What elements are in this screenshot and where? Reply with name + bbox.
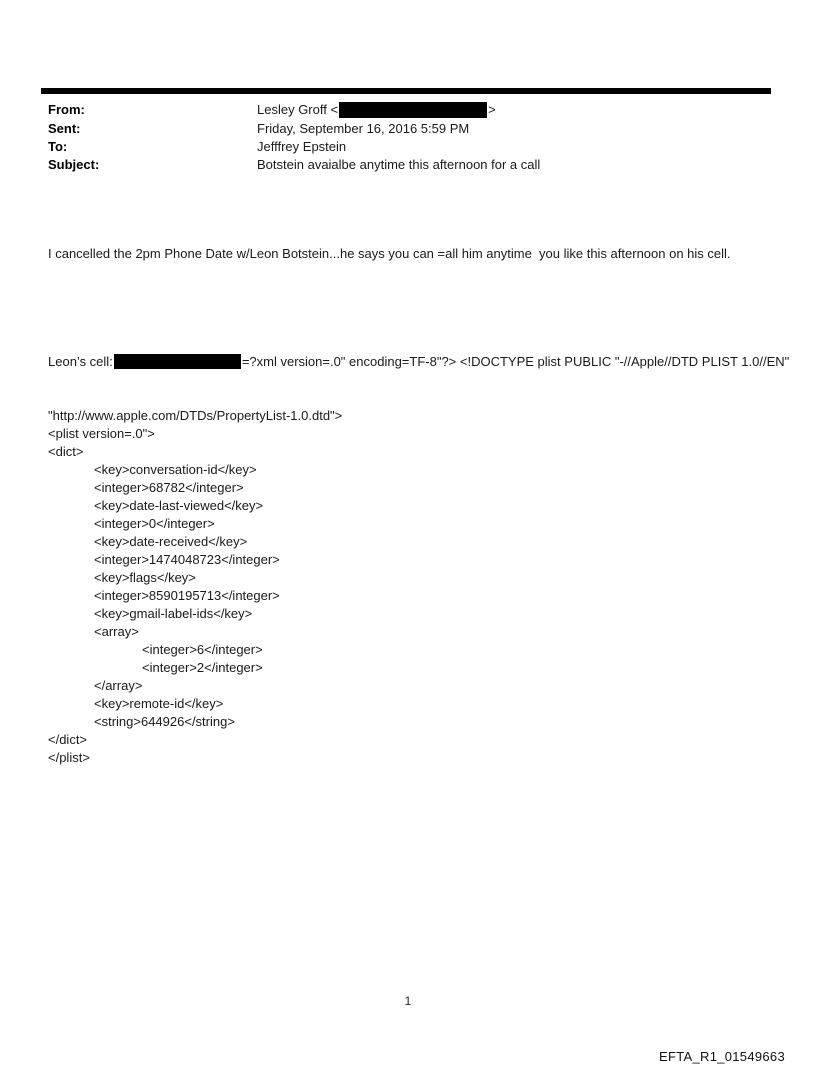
from-value-suffix: > (488, 102, 496, 117)
header-row-from (48, 101, 540, 120)
plist-line: <integer>2</integer> (142, 660, 263, 676)
plist-line: "http://www.apple.com/DTDs/PropertyList-1.0.dtd"> (48, 408, 343, 424)
plist-line: </array> (94, 678, 143, 694)
plist-line: </plist> (48, 750, 90, 766)
page-number: 1 (404, 994, 412, 1008)
leon-cell-suffix: =?xml version=.0" encoding=TF-8"?> <!DOCTYPE plist PUBLIC "-//Apple//DTD PLIST 1.0//EN" (241, 354, 790, 369)
from-value (257, 101, 496, 120)
plist-line: <integer>68782</integer> (94, 480, 244, 496)
leon-cell-line (48, 353, 808, 371)
sent-value: Friday, September 16, 2016 5:59 PM (257, 120, 470, 136)
plist-line: <integer>6</integer> (142, 642, 263, 658)
plist-line: <dict> (48, 444, 84, 460)
from-label: From: (48, 102, 85, 117)
header-row-subject (48, 156, 540, 174)
redaction-bar (339, 102, 487, 118)
to-label: To: (48, 138, 68, 154)
plist-block (48, 407, 808, 767)
header-row-sent (48, 120, 540, 138)
from-value-prefix: Lesley Groff < (257, 102, 339, 117)
sent-label: Sent: (48, 120, 81, 136)
body-intro-paragraph: I cancelled the 2pm Phone Date w/Leon Botstein...he says you can =all him anytime you like this afternoon on his cell. (48, 246, 731, 261)
plist-line: <array> (94, 624, 139, 640)
plist-line: <string>644926</string> (94, 714, 235, 730)
email-header (48, 101, 540, 174)
plist-line: <key>flags</key> (94, 570, 196, 586)
blank-line (48, 299, 808, 317)
redaction-bar (114, 354, 241, 369)
bates-number: EFTA_R1_01549663 (659, 1049, 785, 1064)
plist-line: <integer>0</integer> (94, 516, 215, 532)
email-body (48, 209, 808, 803)
header-row-to (48, 138, 540, 156)
plist-line: <key>gmail-label-ids</key> (94, 606, 253, 622)
plist-line: </dict> (48, 732, 88, 748)
plist-line: <integer>8590195713</integer> (94, 588, 280, 604)
header-divider-rule (41, 88, 771, 94)
leon-cell-prefix: Leon’s cell: (48, 354, 113, 369)
plist-line: <integer>1474048723</integer> (94, 552, 280, 568)
subject-label: Subject: (48, 156, 100, 172)
plist-line: <key>date-received</key> (94, 534, 248, 550)
plist-line: <plist version=.0"> (48, 426, 155, 442)
plist-line: <key>date-last-viewed</key> (94, 498, 264, 514)
to-value: Jefffrey Epstein (257, 138, 347, 154)
plist-line: <key>remote-id</key> (94, 696, 224, 712)
subject-value: Botstein avaialbe anytime this afternoon for a call (257, 156, 541, 172)
plist-line: <key>conversation-id</key> (94, 462, 257, 478)
